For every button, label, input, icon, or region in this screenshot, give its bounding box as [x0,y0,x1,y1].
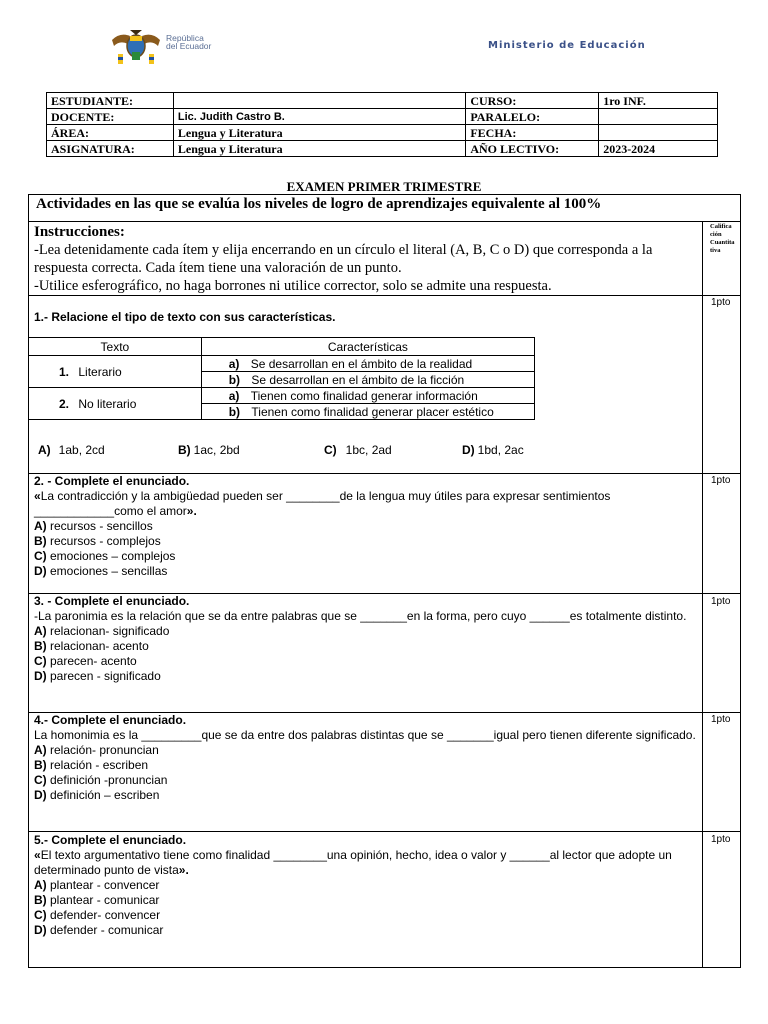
score-q2[interactable]: 1pto [711,475,731,486]
divider [28,295,741,296]
q1-match-table [28,337,535,420]
area-field[interactable]: Lengua y Literatura [173,125,465,141]
question-1-title: 1.- Relacione el tipo de texto con sus características. [34,310,336,324]
question-2 [34,474,698,579]
q1-1b-letter: b) [228,372,241,387]
asignatura-field[interactable]: Lengua y Literatura [173,141,465,157]
question-1 [34,310,698,325]
question-4-statement: La homonimia es la _________que se da entre dos palabras distintas que se _______igual pero tienen diferente significado. [34,728,696,742]
q2-option-a[interactable]: A) recursos - sencillos [34,519,153,533]
q1-row1-number: 1. [59,364,70,379]
question-3-title: 3. - Complete el enunciado. [34,594,190,608]
q1-row2-number: 2. [59,396,70,411]
instructions-line-1: -Lea detenidamente cada ítem y elija encerrando en un círculo el literal (A, B, C o D) que corresponda a la respuesta correcta. Cada ítem tiene una valoración de un punto. [34,242,653,276]
paralelo-field[interactable] [599,109,718,125]
q3-option-c[interactable]: C) parecen- acento [34,654,137,668]
q1-1a-text: Se desarrollan en el ámbito de la realidad [250,356,473,371]
divider [28,221,741,222]
q4-option-c[interactable]: C) definición -pronuncian [34,773,168,787]
question-2-title: 2. - Complete el enunciado. [34,474,190,488]
question-5-title: 5.- Complete el enunciado. [34,833,187,847]
q1-2b-text: Tienen como finalidad generar placer estético [251,404,494,419]
calificacion-cuantitativa-header: Califica ción Cuantita tiva [710,223,735,254]
estudiante-field[interactable] [173,93,465,109]
anio-lectivo-label: AÑO LECTIVO: [466,141,599,157]
fecha-field[interactable] [599,125,718,141]
q4-option-b[interactable]: B) relación - escriben [34,758,149,772]
q1-option-c[interactable]: C) 1bc, 2ad [324,443,392,457]
q5-option-c[interactable]: C) defender- convencer [34,908,161,922]
q1-option-a[interactable]: A) 1ab, 2cd [38,443,105,457]
q5-option-d[interactable]: D) defender - comunicar [34,923,164,937]
q1-option-b[interactable]: B) 1ac, 2bd [178,443,240,457]
score-q5[interactable]: 1pto [711,834,731,845]
score-q4[interactable]: 1pto [711,714,731,725]
ministry-name: Ministerio de Educación [488,40,646,51]
question-3 [34,594,698,684]
estudiante-label: ESTUDIANTE: [47,93,174,109]
divider [28,831,741,832]
q3-option-a[interactable]: A) relacionan- significado [34,624,170,638]
q3-option-b[interactable]: B) relacionan- acento [34,639,149,653]
activities-heading: Actividades en las que se evalúa los niveles de logro de aprendizajes equivalente al 100% [36,196,602,212]
docente-field[interactable]: Lic. Judith Castro B. [173,109,465,125]
curso-field[interactable]: 1ro INF. [599,93,718,109]
curso-label: CURSO: [466,93,599,109]
instructions [34,223,698,295]
question-3-statement: -La paronimia es la relación que se da entre palabras que se _______en la forma, pero cuyo ______es totalmente distinto. [34,609,687,623]
instructions-title: Instrucciones: [34,224,125,240]
question-5 [34,833,698,938]
q2-option-b[interactable]: B) recursos - complejos [34,534,161,548]
q4-option-a[interactable]: A) relación- pronuncian [34,743,159,757]
area-label: ÁREA: [47,125,174,141]
score-q1[interactable]: 1pto [711,297,731,308]
q2-option-d[interactable]: D) emociones – sencillas [34,564,168,578]
exam-title: EXAMEN PRIMER TRIMESTRE [286,179,482,194]
q1-row1-label: Literario [78,364,122,379]
ecuador-coat-of-arms-icon [108,26,164,66]
question-5-statement: «El texto argumentativo tiene como finalidad ________una opinión, hecho, idea o valor y ______al lector que adopte un determinado punto de vista». [34,848,672,877]
asignatura-label: ASIGNATURA: [47,141,174,157]
docente-label: DOCENTE: [47,109,174,125]
anio-lectivo-field[interactable]: 2023-2024 [599,141,718,157]
q1-1a-letter: a) [228,356,240,371]
q5-option-b[interactable]: B) plantear - comunicar [34,893,160,907]
instructions-line-2: -Utilice esferográfico, no haga borrones ni utilice corrector, solo se admite una respuesta. [34,278,552,294]
paralelo-label: PARALELO: [466,109,599,125]
header-banner [108,26,688,66]
republica-del-ecuador: República del Ecuador [166,33,212,51]
q5-option-a[interactable]: A) plantear - convencer [34,878,160,892]
q1-2a-letter: a) [228,388,240,403]
q1-1b-text: Se desarrollan en el ámbito de la ficción [251,372,465,387]
q2-option-c[interactable]: C) emociones – complejos [34,549,176,563]
score-q3[interactable]: 1pto [711,596,731,607]
fecha-label: FECHA: [466,125,599,141]
score-column-divider [702,221,703,968]
q3-option-d[interactable]: D) parecen - significado [34,669,161,683]
q1-2b-letter: b) [228,404,241,419]
q1-col-texto: Texto [29,338,202,356]
q1-2a-text: Tienen como finalidad generar información [250,388,478,403]
question-2-statement: «La contradicción y la ambigüedad pueden ser ________de la lengua muy útiles para expresar sentimientos ____________como el amor». [34,489,611,518]
question-4-title: 4.- Complete el enunciado. [34,713,187,727]
q1-row2-label: No literario [78,396,137,411]
q4-option-d[interactable]: D) definición – escriben [34,788,160,802]
q1-option-d[interactable]: D) 1bd, 2ac [462,443,524,457]
q1-col-caracteristicas: Características [201,338,534,356]
student-info-table [46,92,718,157]
question-4 [34,713,698,803]
